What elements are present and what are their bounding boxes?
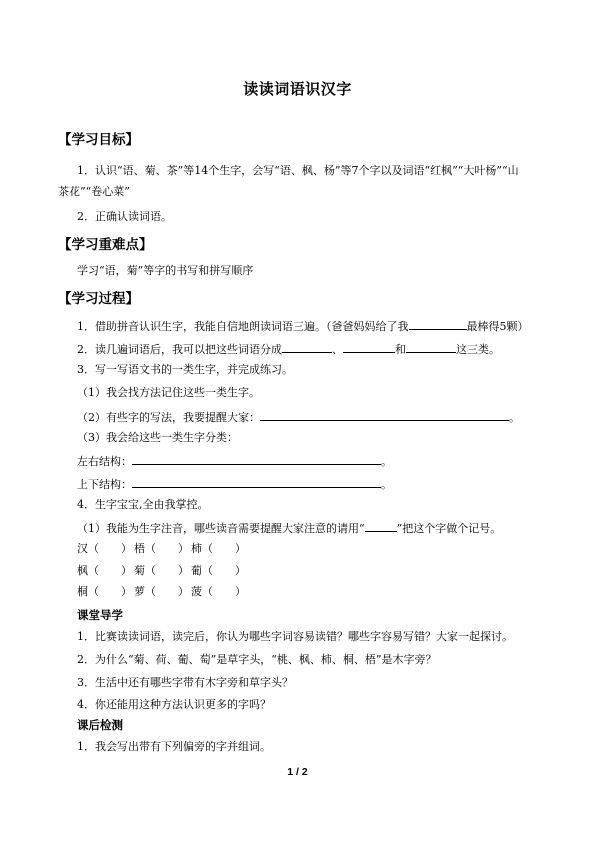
goal-item-1-line-2: 茶花”“卷心菜”: [58, 185, 130, 198]
left-right-end: 。: [381, 455, 392, 468]
classroom-heading: 课堂导学: [77, 608, 123, 622]
classroom-question-4: 4．你还能用这种方法认识更多的字吗？: [77, 698, 271, 711]
answer-blank[interactable]: [132, 476, 381, 488]
answer-blank[interactable]: [406, 341, 456, 353]
process-item-4: 4．生字宝宝,全由我掌控。: [77, 498, 209, 511]
after-class-heading: 课后检测: [77, 718, 123, 732]
process-item-1-text-b: 最棒得5颗）: [466, 320, 529, 333]
answer-blank[interactable]: [409, 318, 467, 330]
pinyin-cell[interactable]: 菊（ ）: [134, 564, 189, 577]
pinyin-row: [77, 564, 248, 578]
key-points-text: 学习“语，菊”等字的书写和拼写顺序: [77, 264, 254, 277]
classroom-question-3: 3．生活中还有哪些字带有木字旁和草字头？: [77, 676, 293, 689]
up-down-end: 。: [381, 478, 392, 491]
process-item-1: [77, 318, 529, 334]
left-right-label: 左右结构：: [77, 455, 132, 468]
classroom-question-1: 1．比赛读读词语，读完后，你认为哪些字词容易读错？哪些字容易写错？大家一起探讨。: [77, 630, 513, 643]
pinyin-cell[interactable]: 葡（ ）: [191, 564, 246, 577]
process-item-4-1: [77, 520, 501, 536]
pinyin-cell[interactable]: 萝（ ）: [134, 585, 189, 598]
pinyin-cell[interactable]: 汉（ ）: [77, 542, 132, 555]
classroom-question-2: 2．为什么“菊、荷、葡、萄”是草字头，“桃、枫、柿、桐、梧”是木字旁？: [77, 653, 437, 666]
after-class-question-1: 1．我会写出带有下列偏旁的字并组词。: [77, 740, 271, 753]
process-item-2-text-d: 这三类。: [456, 343, 500, 356]
pinyin-cell[interactable]: 枫（ ）: [77, 564, 132, 577]
process-item-3: 3．写一写语文书的一类生字，并完成练习。: [77, 363, 293, 376]
page-number: 1 / 2: [287, 766, 308, 778]
process-item-3-3: （3）我会给这些一类生字分类：: [77, 431, 238, 444]
process-item-2-text-b: 、: [332, 343, 343, 356]
answer-blank[interactable]: [132, 453, 381, 465]
process-item-4-1-text-a: （1）我能为生字注音，哪些读音需要提醒大家注意的请用“: [77, 522, 365, 535]
process-item-2-text-c: 和: [395, 343, 406, 356]
process-item-3-2: [77, 409, 520, 425]
up-down-structure: [77, 476, 392, 492]
pinyin-cell[interactable]: 菠（ ）: [191, 585, 246, 598]
section-goals-heading: 【学习目标】: [58, 132, 139, 148]
section-key-points-heading: 【学习重难点】: [58, 237, 153, 253]
pinyin-row: [77, 542, 248, 556]
left-right-structure: [77, 453, 392, 469]
pinyin-row: [77, 585, 248, 599]
goal-item-1-line-1: 1．认识“语、菊、茶”等14个生字，会写“语、枫、杨”等7个字以及词语“红枫”“大叶杨”“山: [77, 164, 519, 177]
page-title: 读读词语识汉字: [243, 80, 352, 98]
pinyin-cell[interactable]: 梧（ ）: [134, 542, 189, 555]
answer-blank[interactable]: [282, 341, 332, 353]
pinyin-cell[interactable]: 桐（ ）: [77, 585, 132, 598]
goal-item-2: 2．正确认读词语。: [77, 210, 172, 223]
answer-blank[interactable]: [365, 520, 397, 532]
process-item-3-1: （1）我会找方法记住这些一类生字。: [77, 386, 260, 399]
up-down-label: 上下结构：: [77, 478, 132, 491]
process-item-2: [77, 341, 500, 357]
process-item-3-2-end: 。: [509, 411, 520, 424]
answer-blank[interactable]: [343, 341, 395, 353]
answer-blank[interactable]: [260, 409, 509, 421]
process-item-2-text-a: 2．读几遍词语后，我可以把这些词语分成: [77, 343, 282, 356]
process-item-4-1-text-b: ”把这个字做个记号。: [396, 522, 502, 535]
process-item-3-2-text: （2）有些字的写法，我要提醒大家：: [77, 411, 260, 424]
pinyin-cell[interactable]: 柿（ ）: [191, 542, 246, 555]
section-process-heading: 【学习过程】: [58, 291, 139, 307]
process-item-1-text-a: 1．借助拼音认识生字，我能自信地朗读词语三遍。（爸爸妈妈给了我: [77, 320, 409, 333]
